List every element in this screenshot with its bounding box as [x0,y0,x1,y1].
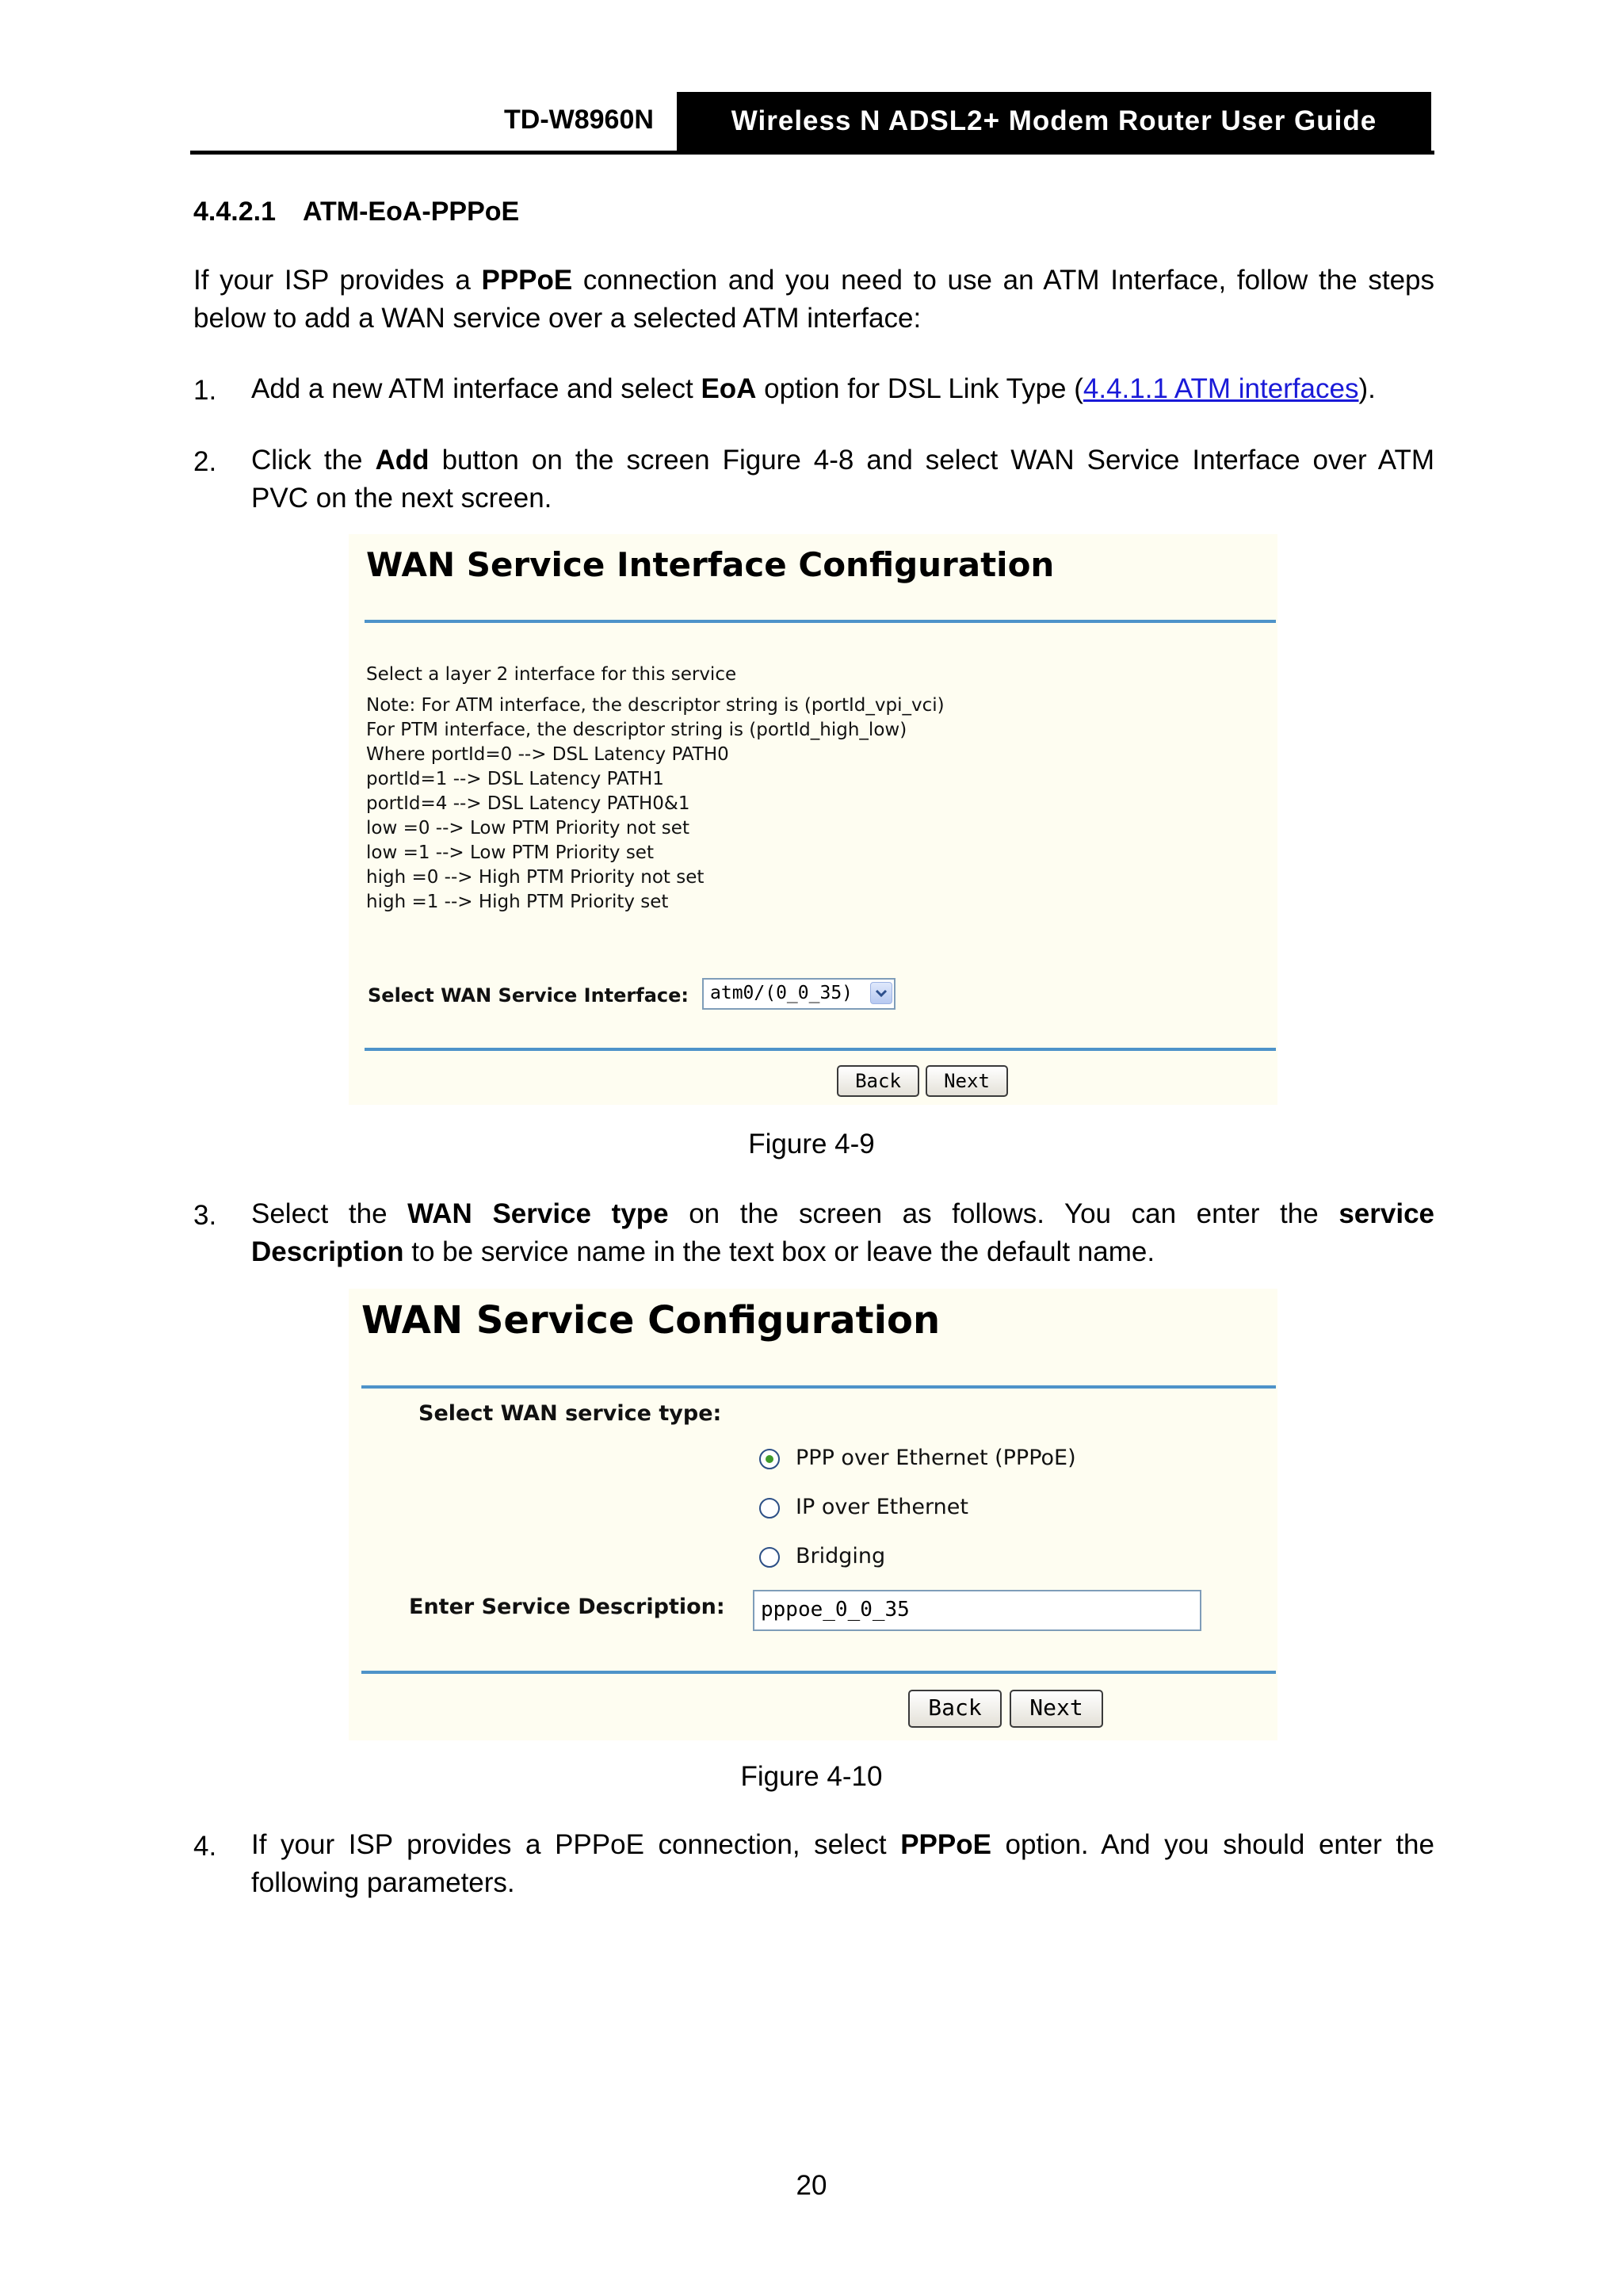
step-2-line2: PVC on the next screen. [251,483,552,514]
step-2-b: button on the screen Figure 4-8 and select WAN Service Interface over ATM [429,445,1434,476]
note-line: high =1 --> High PTM Priority set [366,892,669,912]
step-4-line1 [251,1826,1434,1864]
service-description-label: Enter Service Description: [409,1595,725,1619]
back-button[interactable]: Back [837,1065,919,1097]
figure-4-9-top-rule [365,620,1276,623]
section-heading [193,197,519,227]
intro-text-a: If your ISP provides a [193,265,482,296]
step-2-number: 2. [193,446,217,477]
note-line: portId=1 --> DSL Latency PATH1 [366,769,664,789]
service-description-input[interactable]: pppoe_0_0_35 [753,1590,1201,1631]
figure-4-9-bottom-rule [365,1048,1276,1051]
step-1-b: option for DSL Link Type ( [756,373,1083,404]
note-line: For PTM interface, the descriptor string is (portId_high_low) [366,720,907,740]
step-4-b: option. And you should enter the [991,1829,1434,1860]
radio-selected-dot [766,1455,773,1463]
step-3-a: Select the [251,1198,408,1229]
chevron-down-icon[interactable] [870,982,892,1004]
radio-pppoe[interactable] [759,1449,780,1469]
step-3-bold-1: WAN Service type [407,1198,669,1229]
section-number: 4.4.2.1 [193,197,276,227]
note-line: portId=4 --> DSL Latency PATH0&1 [366,793,690,814]
step-1-c: ). [1358,373,1376,404]
note-line: low =1 --> Low PTM Priority set [366,842,654,863]
step-3-line2 [251,1233,1155,1271]
select-wan-interface-label: Select WAN Service Interface: [368,984,689,1007]
step-2-bold: Add [375,445,430,476]
step-1-number: 1. [193,375,217,406]
step-4-bold: PPPoE [900,1829,991,1860]
intro-text-b: connection and you need to use an ATM Interface, follow the steps below to add a WAN service over a selected ATM interface: [193,265,1434,334]
note-line: Note: For ATM interface, the descriptor string is (portId_vpi_vci) [366,695,945,716]
step-2-line1 [251,441,1434,479]
atm-interfaces-link[interactable]: 4.4.1.1 ATM interfaces [1083,373,1359,404]
radio-pppoe-label: PPP over Ethernet (PPPoE) [796,1446,1076,1470]
wan-interface-select[interactable] [702,978,896,1010]
next-button[interactable]: Next [1010,1690,1103,1728]
figure-4-10-top-rule [361,1385,1276,1389]
radio-ip-over-ethernet[interactable] [759,1498,780,1519]
intro-bold: PPPoE [481,265,573,296]
step-3-b: on the screen as follows. You can enter the [668,1198,1339,1229]
figure-4-10-caption: Figure 4-10 [740,1761,883,1792]
figure-4-9-title: WAN Service Interface Configuration [366,545,1055,584]
step-2-a: Click the [251,445,376,476]
figure-4-9-caption: Figure 4-9 [748,1129,875,1159]
step-1-bold: EoA [701,373,757,404]
step-1-text [251,370,1434,408]
page-number: 20 [796,2170,827,2201]
step-3-line1 [251,1195,1434,1233]
figure-4-10-bottom-rule [361,1671,1276,1674]
figure-4-10-title: WAN Service Configuration [361,1298,941,1343]
intro-paragraph [193,262,1434,338]
note-line: Select a layer 2 interface for this service [366,664,737,685]
figure-4-10-panel [349,1289,1277,1740]
step-3-bold-3: Description [251,1236,404,1267]
next-button[interactable]: Next [926,1065,1008,1097]
step-3-c: to be service name in the text box or leave the default name. [403,1236,1155,1267]
note-line: high =0 --> High PTM Priority not set [366,867,705,888]
step-3-bold-2: service [1338,1198,1434,1229]
wan-service-type-label: Select WAN service type: [418,1401,722,1426]
section-title: ATM-EoA-PPPoE [302,197,520,227]
header-guide-title: Wireless N ADSL2+ Modem Router User Guide [677,92,1431,151]
step-3-number: 3. [193,1200,217,1231]
wan-interface-select-value: atm0/(0_0_35) [710,983,854,1003]
radio-ip-over-ethernet-label: IP over Ethernet [796,1495,968,1519]
step-4-a: If your ISP provides a PPPoE connection, select [251,1829,901,1860]
step-4-number: 4. [193,1831,217,1862]
figure-4-9-panel [349,534,1277,1105]
step-1-a: Add a new ATM interface and select [251,373,701,404]
note-line: Where portId=0 --> DSL Latency PATH0 [366,744,729,765]
radio-bridging-label: Bridging [796,1544,886,1568]
note-line: low =0 --> Low PTM Priority not set [366,818,689,839]
back-button[interactable]: Back [908,1690,1002,1728]
radio-bridging[interactable] [759,1547,780,1568]
header-rule [190,151,1434,155]
header-model: TD-W8960N [504,105,654,135]
step-4-line2: following parameters. [251,1867,515,1898]
